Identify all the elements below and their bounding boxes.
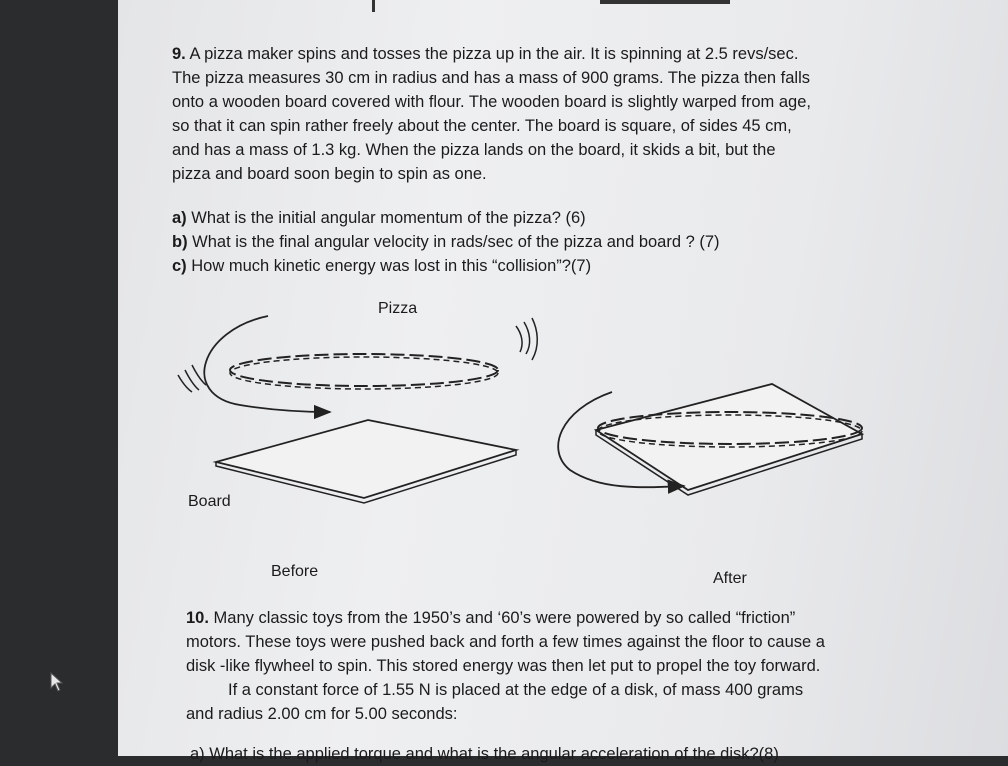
q9-line-6: pizza and board soon begin to spin as one. (172, 165, 487, 183)
q10-part-a-cutoff: a) What is the applied torque and what is the angular acceleration of the disk?(8) (190, 745, 779, 763)
q10-line-2: motors. These toys were pushed back and forth a few times against the floor to cause a (186, 633, 825, 651)
q9-part-a-text: What is the initial angular momentum of the pizza? (6) (191, 209, 586, 227)
q9-part-c-text: How much kinetic energy was lost in this “collision”?(7) (191, 257, 592, 275)
motion-marks-right (516, 318, 537, 360)
board-label: Board (188, 493, 231, 510)
q10-line-3: disk -like flywheel to spin. This stored energy was then let put to propel the toy forward. (186, 657, 821, 675)
q9-line-4: so that it can spin rather freely about the center. The board is square, of sides 45 cm, (172, 117, 792, 135)
before-label: Before (271, 563, 319, 580)
before-rotation-arrow (204, 316, 330, 412)
q9-number: 9. (172, 45, 186, 63)
question-10 (186, 606, 976, 726)
mouse-cursor-icon (50, 672, 64, 692)
before-pizza (230, 354, 498, 389)
q9-line-5: and has a mass of 1.3 kg. When the pizza lands on the board, it skids a bit, but the (172, 141, 776, 159)
motion-marks-left (178, 365, 206, 392)
q9-part-a-letter: a) (172, 209, 187, 227)
q9-part-b-letter: b) (172, 233, 188, 251)
q10-number: 10. (186, 609, 209, 627)
q9-part-b-text: What is the final angular velocity in rads/sec of the pizza and board ? (7) (192, 233, 720, 251)
q9-text-1: A pizza maker spins and tosses the pizza up in the air. It is spinning at 2.5 revs/sec. (189, 45, 799, 63)
after-label: After (713, 570, 747, 587)
pizza-label: Pizza (378, 300, 418, 317)
q9-line-2: The pizza measures 30 cm in radius and has a mass of 900 grams. The pizza then falls (172, 69, 811, 87)
q10-text-1: Many classic toys from the 1950’s and ‘60’s were powered by so called “friction” (213, 609, 796, 627)
q10-line-4: If a constant force of 1.55 N is placed at the edge of a disk, of mass 400 grams (228, 681, 804, 699)
q10-line-5: and radius 2.00 cm for 5.00 seconds: (186, 705, 458, 723)
q10-line-1 (186, 606, 976, 630)
q9-part-c-letter: c) (172, 257, 187, 275)
q9-line-3: onto a wooden board covered with flour. The wooden board is slightly warped from age, (172, 93, 811, 111)
before-board (216, 420, 516, 503)
